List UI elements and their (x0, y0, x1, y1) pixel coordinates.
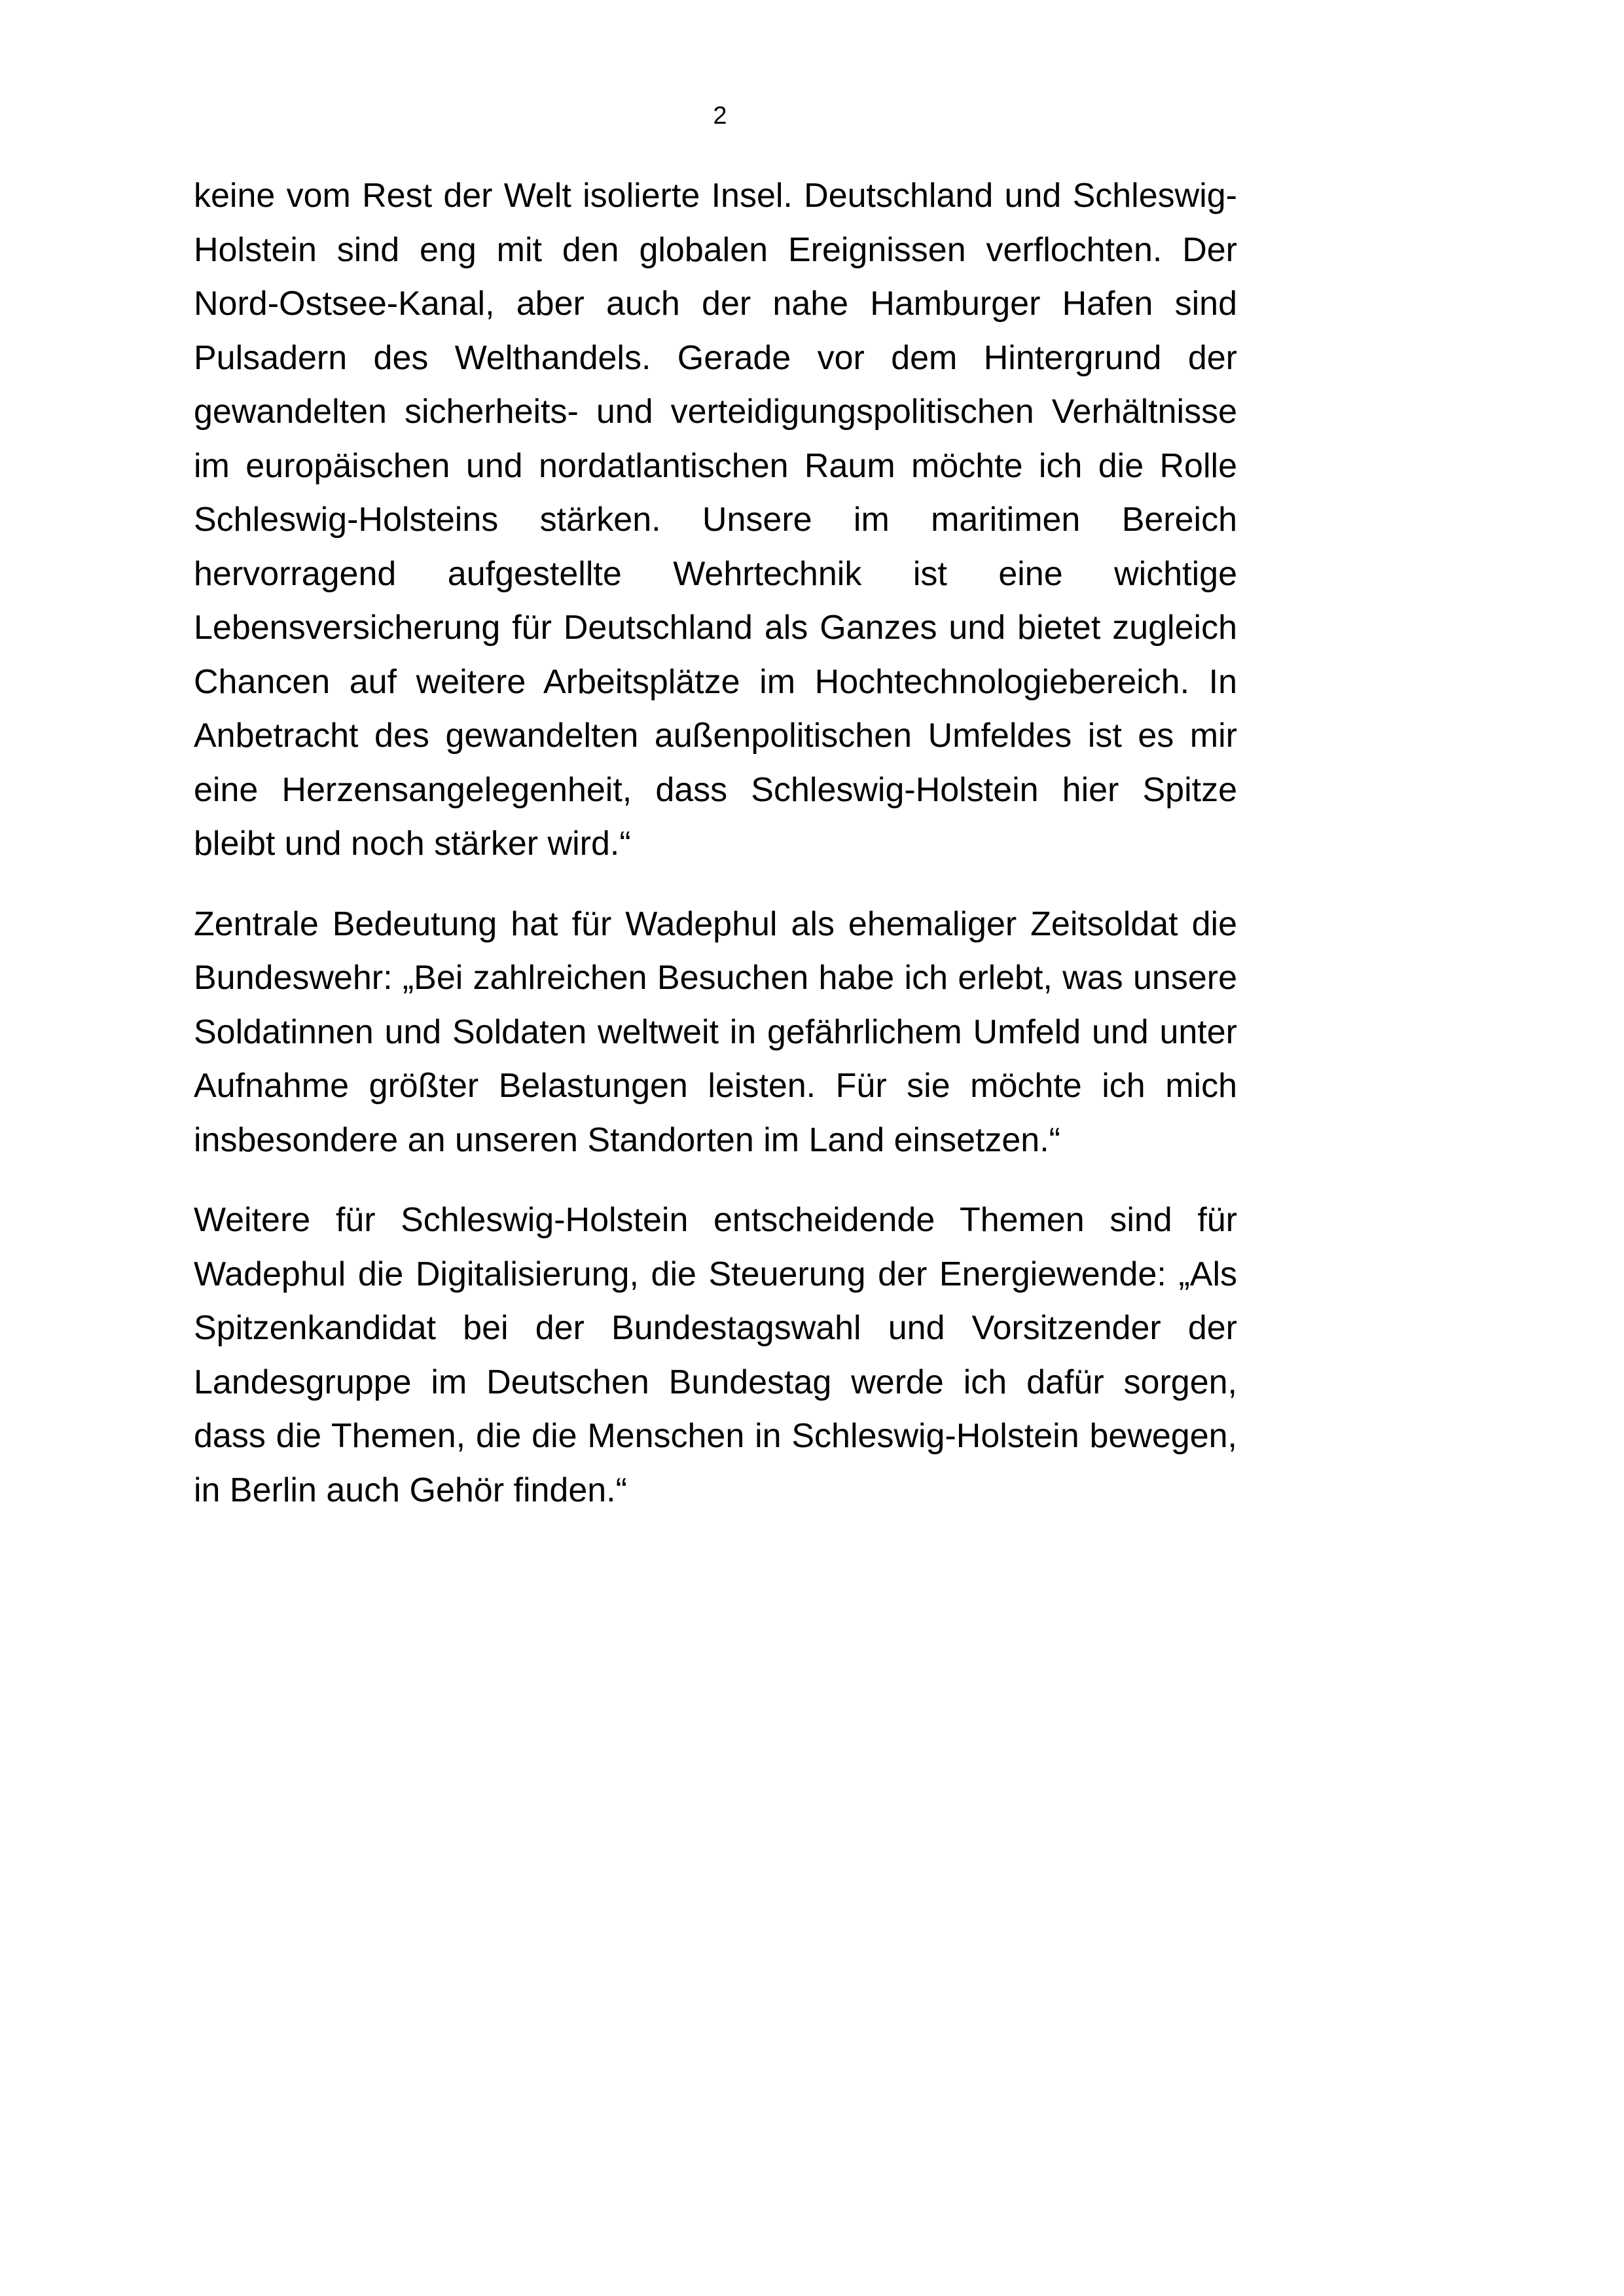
body-text (194, 169, 1237, 1543)
paragraph: Zentrale Bedeutung hat für Wadephul als ehemaliger Zeitsoldat die Bundeswehr: „Bei zahlreichen Besuchen habe ich erlebt, was unsere Soldatinnen und Soldaten weltweit in gefährlichem Umfeld und unter Aufnahme größter Belastungen leisten. Für sie möchte ich mich insbesondere an unseren Standorten im Land einsetzen.“ (194, 905, 1237, 1159)
paragraph: keine vom Rest der Welt isolierte Insel. Deutschland und Schleswig-Holstein sind eng mit den globalen Ereignissen verflochten. Der Nord-Ostsee-Kanal, aber auch der nahe Hamburger Hafen sind Pulsadern des Welthandels. Gerade vor dem Hintergrund der gewandelten sicherheits- und verteidigungspolitischen Verhältnisse im europäischen und nordatlantischen Raum möchte ich die Rolle Schleswig-Holsteins stärken. Unsere im maritimen Bereich hervorragend aufgestellte Wehrtechnik ist eine wichtige Lebensversicherung für Deutschland als Ganzes und bietet zugleich Chancen auf weitere Arbeitsplätze im Hochtechnologiebereich. In Anbetracht des gewandelten außenpolitischen Umfeldes ist es mir eine Herzensangelegenheit, dass Schleswig-Holstein hier Spitze bleibt und noch stärker wird.“ (194, 177, 1237, 863)
page-number: 2 (713, 102, 727, 130)
paragraph: Weitere für Schleswig-Holstein entscheidende Themen sind für Wadephul die Digitalisierung, die Steuerung der Energiewende: „Als Spitzenkandidat bei der Bundestagswahl und Vorsitzender der Landesgruppe im Deutschen Bundestag werde ich dafür sorgen, dass die Themen, die die Menschen in Schleswig-Holstein bewegen, in Berlin auch Gehör finden.“ (194, 1201, 1237, 1509)
